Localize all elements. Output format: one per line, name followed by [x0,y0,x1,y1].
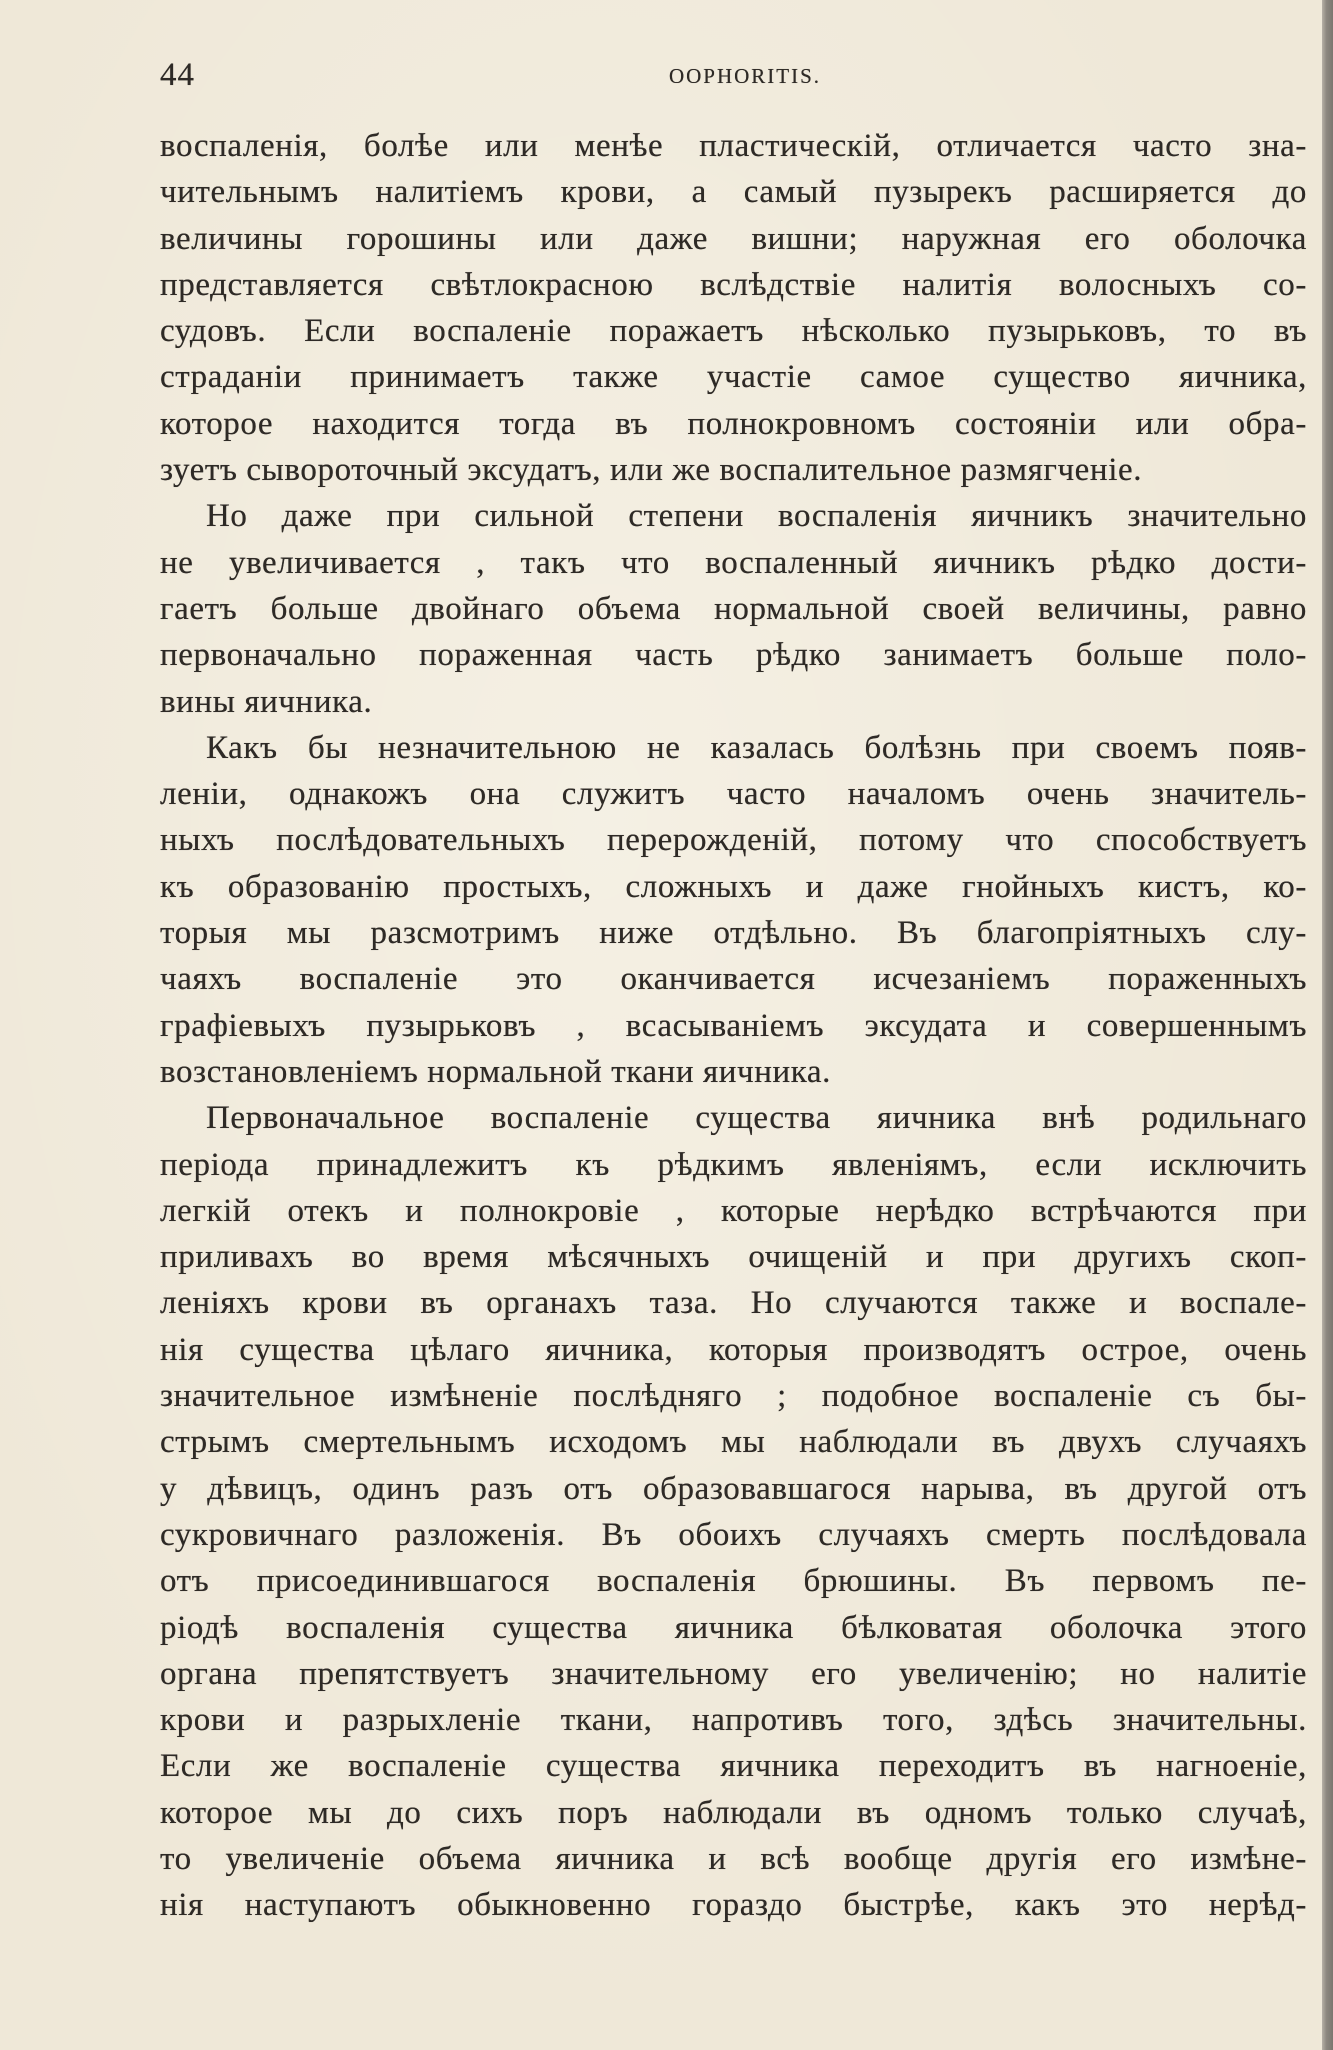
text-line: зуетъ сывороточный эксудатъ, или же воспалительное размягченіе. [160,452,1143,489]
text-line: нія наступаютъ обыкновенно гораздо быстрѣе, какъ это нерѣд- [160,1887,1307,1924]
text-line: величины горошины или даже вишни; наружная его оболочка [160,220,1307,257]
running-title: OOPHORITIS. [668,64,822,88]
text-line: ріодѣ воспаленія существа яичника бѣлковатая оболочка этого [160,1609,1307,1646]
text-line: леніяхъ крови въ органахъ таза. Но случаются также и воспале- [160,1285,1307,1322]
text-line: представляется свѣтлокрасною вслѣдствіе налитія волосныхъ со- [160,266,1307,303]
text-line: Но даже при сильной степени воспаленія яичникъ значительно [206,498,1307,535]
text-line: стрымъ смертельнымъ исходомъ мы наблюдали въ двухъ случаяхъ [160,1424,1307,1461]
text-line: чаяхъ воспаленіе это оканчивается исчезаніемъ пораженныхъ [160,961,1307,998]
text-line: крови и разрыхленіе ткани, напротивъ того, здѣсь значительны. [160,1702,1307,1739]
text-line: то увеличеніе объема яичника и всѣ вообще другія его измѣне- [160,1840,1307,1877]
page-edge-shadow [1322,0,1333,2050]
text-line: судовъ. Если воспаленіе поражаетъ нѣсколько пузырьковъ, то въ [160,313,1307,350]
text-line: вины яичника. [160,683,373,720]
text-line: которое находится тогда въ полнокровномъ состояніи или обра- [160,405,1307,442]
paragraph [160,725,1307,1095]
text-line: у дѣвицъ, одинъ разъ отъ образовавшагося нарыва, въ другой отъ [160,1470,1307,1507]
text-line: которое мы до сихъ поръ наблюдали въ одномъ только случаѣ, [160,1794,1307,1831]
text-line: Если же воспаленіе существа яичника переходитъ въ нагноеніе, [160,1748,1307,1785]
text-line: органа препятствуетъ значительному его увеличенію; но налитіе [160,1655,1307,1692]
body-text [160,123,1307,1929]
text-line: торыя мы разсмотримъ ниже отдѣльно. Въ благопріятныхъ слу- [160,915,1307,952]
page-number: 44 [160,57,195,93]
text-line: ныхъ послѣдовательныхъ перерожденій, потому что способствуетъ [160,822,1307,859]
text-line: значительное измѣненіе послѣдняго ; подобное воспаленіе съ бы- [160,1378,1307,1415]
paragraph [160,1095,1307,1928]
paragraph [160,493,1307,724]
text-line: первоначально пораженная часть рѣдко занимаетъ больше поло- [160,637,1307,674]
text-line: леніи, однакожъ она служитъ часто началомъ очень значитель- [160,776,1307,813]
text-line: графіевыхъ пузырьковъ , всасываніемъ эксудата и совершеннымъ [160,1007,1307,1044]
text-line: періода принадлежитъ къ рѣдкимъ явленіямъ, если исключить [160,1146,1307,1183]
text-line: легкій отекъ и полнокровіе , которые нерѣдко встрѣчаются при [160,1192,1307,1229]
text-line: гаетъ больше двойнаго объема нормальной своей величины, равно [160,590,1307,627]
text-line: къ образованію простыхъ, сложныхъ и даже гнойныхъ кистъ, ко- [160,868,1307,905]
text-line: возстановленіемъ нормальной ткани яичника. [160,1053,832,1090]
text-line: нія существа цѣлаго яичника, которыя производятъ острое, очень [160,1331,1307,1368]
text-line: чительнымъ налитіемъ крови, а самый пузырекъ расширяется до [160,174,1307,211]
text-line: приливахъ во время мѣсячныхъ очищеній и при другихъ скоп- [160,1239,1307,1276]
text-line: Какъ бы незначительною не казалась болѣзнь при своемъ появ- [206,729,1307,766]
text-line: воспаленія, болѣе или менѣе пластическій, отличается часто зна- [160,128,1307,164]
text-line: Первоначальное воспаленіе существа яичника внѣ родильнаго [206,1100,1307,1137]
text-line: не увеличивается , такъ что воспаленный яичникъ рѣдко дости- [160,544,1307,581]
text-line: страданіи принимаетъ также участіе самое существо яичника, [160,359,1307,396]
paragraph [160,123,1307,493]
text-line: отъ присоединившагося воспаленія брюшины. Въ первомъ пе- [160,1563,1307,1600]
text-line: сукровичнаго разложенія. Въ обоихъ случаяхъ смерть послѣдовала [160,1516,1307,1553]
